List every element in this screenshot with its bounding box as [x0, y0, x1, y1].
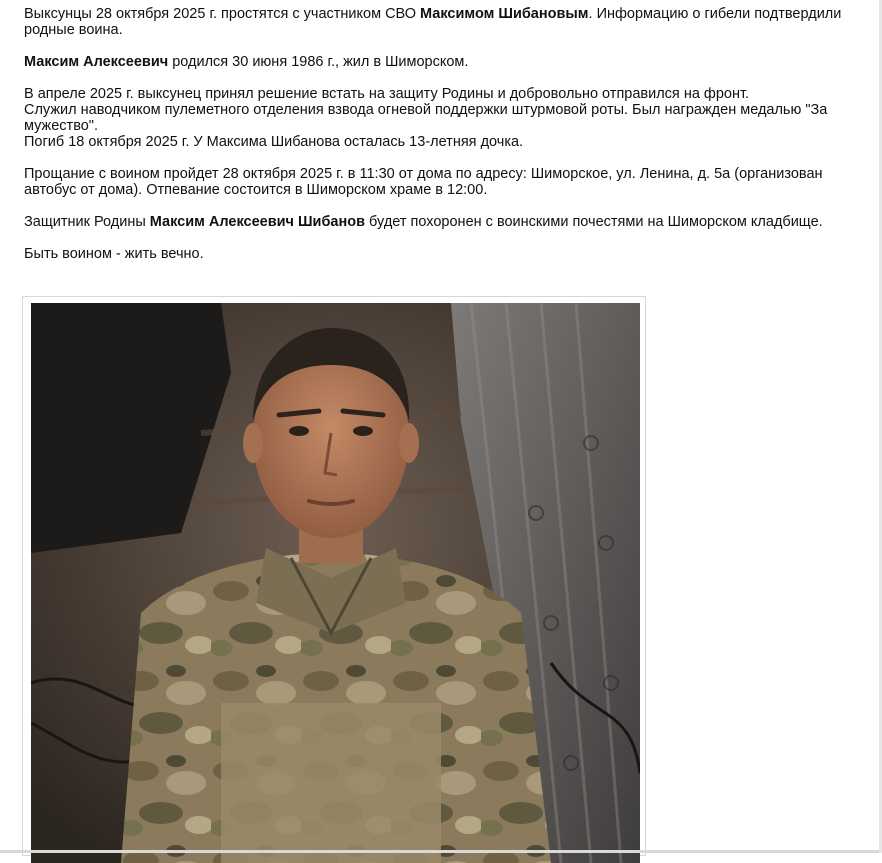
birth-text: родился 30 июня 1986 г., жил в Шиморском. [168, 54, 469, 70]
soldier-name-bold: Максимом Шибановым [420, 6, 589, 22]
portrait-illustration [31, 303, 640, 863]
paragraph-motto: Быть воином - жить вечно. [24, 246, 204, 262]
intro-text-end: . Информацию о гибели подтвердили родные воина. [24, 6, 842, 38]
soldier-first-name-bold: Максим Алексеевич [24, 54, 169, 70]
service-line-3: Погиб 18 октября 2025 г. У Максима Шибанова осталась 13-летняя дочка. [24, 134, 524, 150]
soldier-full-name-bold: Максим Алексеевич Шибанов [149, 214, 366, 230]
paragraph-birth [24, 54, 874, 70]
article-body [24, 6, 874, 278]
intro-text: Выксунцы 28 октября 2025 г. простятся с участником СВО [24, 6, 421, 22]
soldier-portrait-photo[interactable] [31, 303, 640, 863]
service-line-2: Служил наводчиком пулеметного отделения взвода огневой поддержки штурмовой роты. Был награжден медалью "За мужество". [24, 102, 828, 134]
photo-frame [22, 296, 646, 856]
paragraph-service [24, 86, 874, 150]
burial-text-end: будет похоронен с воинскими почестями на Шиморском кладбище. [365, 214, 823, 230]
paragraph-farewell: Прощание с воином пройдет 28 октября 2025 г. в 11:30 от дома по адресу: Шиморское, ул. Ленина, д. 5а (организован автобус от дома). Отпевание состоится в Шиморском храме в 12:00. [24, 166, 823, 198]
burial-text: Защитник Родины [24, 214, 150, 230]
paragraph-intro [24, 6, 874, 38]
paragraph-burial [24, 214, 874, 230]
service-line-1: В апреле 2025 г. выксунец принял решение встать на защиту Родины и добровольно отправился на фронт. [24, 86, 750, 102]
